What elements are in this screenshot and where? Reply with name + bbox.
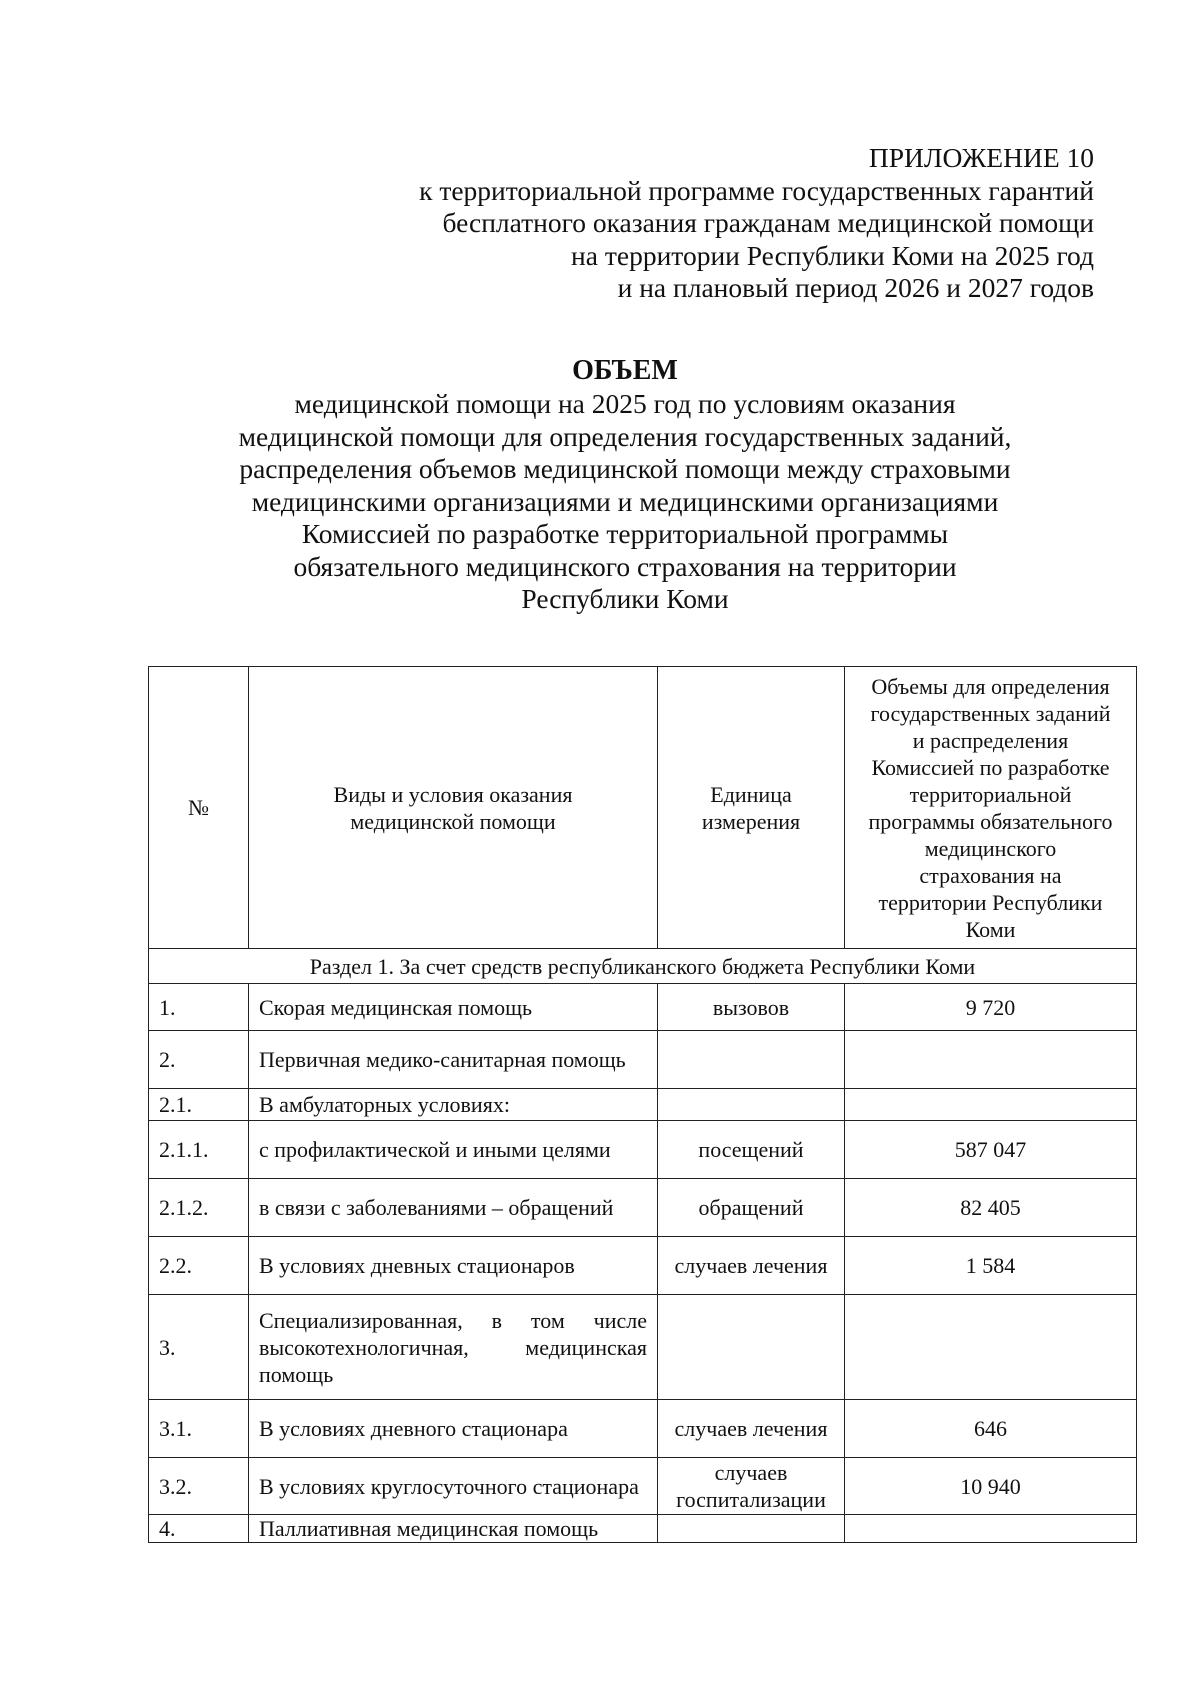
header-number: № [149,667,249,949]
title-main: ОБЪЕМ [572,355,678,386]
row-kind: в связи с заболеваниями – обращений [249,1179,658,1237]
header-volume: Объемы для определения государственных заданий и распределения Комиссией по разработке территориальной программы обязательного медицинского страхования на территории Республики Коми [845,667,1137,949]
row-kind: В условиях дневных стационаров [249,1237,658,1295]
section-title: Раздел 1. За счет средств республиканского бюджета Республики Коми [149,949,1137,984]
row-value: 10 940 [845,1458,1137,1515]
row-unit [658,1515,845,1543]
row-value [845,1031,1137,1089]
table-header-row [149,667,1137,949]
row-kind: В амбулаторных условиях: [249,1089,658,1121]
row-unit: случаев лечения [658,1237,845,1295]
row-kind: Первичная медико-санитарная помощь [249,1031,658,1089]
table-row [149,984,1137,1031]
table-row [149,1458,1137,1515]
row-number: 2.1. [149,1089,249,1121]
row-number: 2.1.2. [149,1179,249,1237]
appendix-line: к территориальной программе государственных гарантий [419,174,1094,206]
volumes-table [148,666,1137,1543]
row-value [845,1089,1137,1121]
row-kind: Специализированная, в том числе высокотехнологичная, медицинская помощь [249,1295,658,1400]
title-line: Комиссией по разработке территориальной программы [301,518,949,549]
row-kind: В условиях дневного стационара [249,1400,658,1458]
row-kind: с профилактической и иными целями [249,1121,658,1179]
appendix-header [419,142,1094,305]
title-line: медицинской помощи на 2025 год по условиям оказания [294,388,956,419]
row-unit [658,1031,845,1089]
row-unit: вызовов [658,984,845,1031]
row-number: 3.2. [149,1458,249,1515]
row-value: 9 720 [845,984,1137,1031]
row-unit: посещений [658,1121,845,1179]
row-unit [658,1089,845,1121]
table-row [149,1237,1137,1295]
row-kind: Скорая медицинская помощь [249,984,658,1031]
row-value: 1 584 [845,1237,1137,1295]
table-row [149,1089,1137,1121]
table-row [149,1031,1137,1089]
row-value: 646 [845,1400,1137,1458]
table-row [149,1121,1137,1179]
row-kind: Паллиативная медицинская помощь [249,1515,658,1543]
row-value: 82 405 [845,1179,1137,1237]
row-number: 3. [149,1295,249,1400]
row-unit: обращений [658,1179,845,1237]
title-line: медицинскими организациями и медицинскими организациями [251,485,999,517]
appendix-line: бесплатного оказания гражданам медицинской помощи [442,207,1094,238]
appendix-line: и на плановый период 2026 и 2027 годов [617,272,1094,303]
row-number: 4. [149,1515,249,1543]
title-line: обязательного медицинского страхования на территории [293,550,957,582]
header-unit: Единица измерения [658,667,845,949]
row-value [845,1515,1137,1543]
title-line: распределения объемов медицинской помощи между страховыми [239,453,1011,484]
table-row [149,1179,1137,1237]
title-line: Республики Коми [521,583,729,614]
document-title [140,355,1110,616]
row-kind: В условиях круглосуточного стационара [249,1458,658,1515]
appendix-title: ПРИЛОЖЕНИЕ 10 [868,142,1094,173]
header-kind: Виды и условия оказания медицинской помощи [249,667,658,949]
row-unit: случаев госпитализации [658,1458,845,1515]
table-row [149,1400,1137,1458]
row-number: 2. [149,1031,249,1089]
row-number: 2.1.1. [149,1121,249,1179]
row-unit [658,1295,845,1400]
title-line: медицинской помощи для определения государственных заданий, [238,420,1012,452]
row-unit: случаев лечения [658,1400,845,1458]
row-value [845,1295,1137,1400]
row-number: 2.2. [149,1237,249,1295]
table-row [149,1295,1137,1400]
section-row [149,949,1137,984]
row-number: 1. [149,984,249,1031]
table-row [149,1515,1137,1543]
row-number: 3.1. [149,1400,249,1458]
row-value: 587 047 [845,1121,1137,1179]
appendix-line: на территории Республики Коми на 2025 год [571,239,1094,271]
